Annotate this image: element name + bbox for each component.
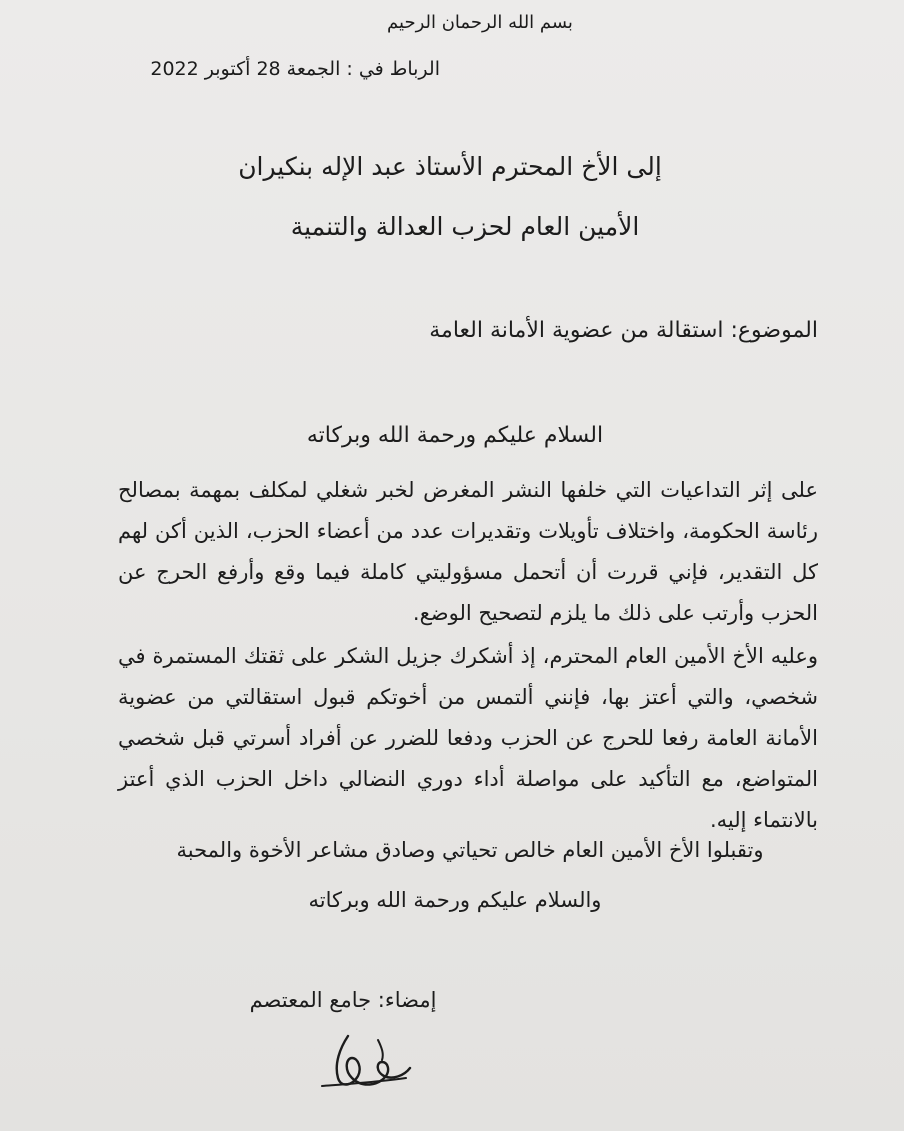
place-date: الرباط في : الجمعة 28 أكتوبر 2022 (150, 58, 440, 80)
greeting: السلام عليكم ورحمة الله وبركاته (306, 423, 604, 448)
basmala: بسم الله الرحمان الرحيم (387, 12, 573, 33)
subject-line: الموضوع: استقالة من عضوية الأمانة العامة (429, 318, 818, 343)
body-paragraph-2: وعليه الأخ الأمين العام المحترم، إذ أشكرك جزيل الشكر على ثقتك المستمرة في شخصي، والتي أعتز بها، فإنني ألتمس من أخوتكم قبول استقالتي من عضوية الأمانة العامة رفعا للحرج عن الحزب ودفعا للضرر عن أفراد أسرتي قبل شخصي المتواضع، مع التأكيد على مواصلة أداء دوري النضالي داخل الحزب الذي أعتز بالانتماء إليه. (118, 644, 818, 832)
signature-label: إمضاء: جامع المعتصم (249, 988, 437, 1012)
closing-salam: والسلام عليكم ورحمة الله وبركاته (308, 888, 602, 912)
handwritten-signature (318, 1028, 418, 1098)
recipient-line-2: الأمين العام لحزب العدالة والتنمية (290, 212, 640, 241)
recipient-line-1: إلى الأخ المحترم الأستاذ عبد الإله بنكيران (238, 152, 662, 181)
body-paragraph-1: على إثر التداعيات التي خلفها النشر المغرض لخبر شغلي لمكلف بمهمة بمصالح رئاسة الحكومة، واختلاف تأويلات وتقديرات عدد من أعضاء الحزب، الذين أكن لهم كل التقدير، فإني قررت أن أتحمل مسؤوليتي كاملة فيما وقع وأرفع الحرج عن الحزب وأرتب على ذلك ما يلزم لتصحيح الوضع. (118, 478, 818, 625)
closing-line: وتقبلوا الأخ الأمين العام خالص تحياتي وصادق مشاعر الأخوة والمحبة (176, 838, 764, 862)
